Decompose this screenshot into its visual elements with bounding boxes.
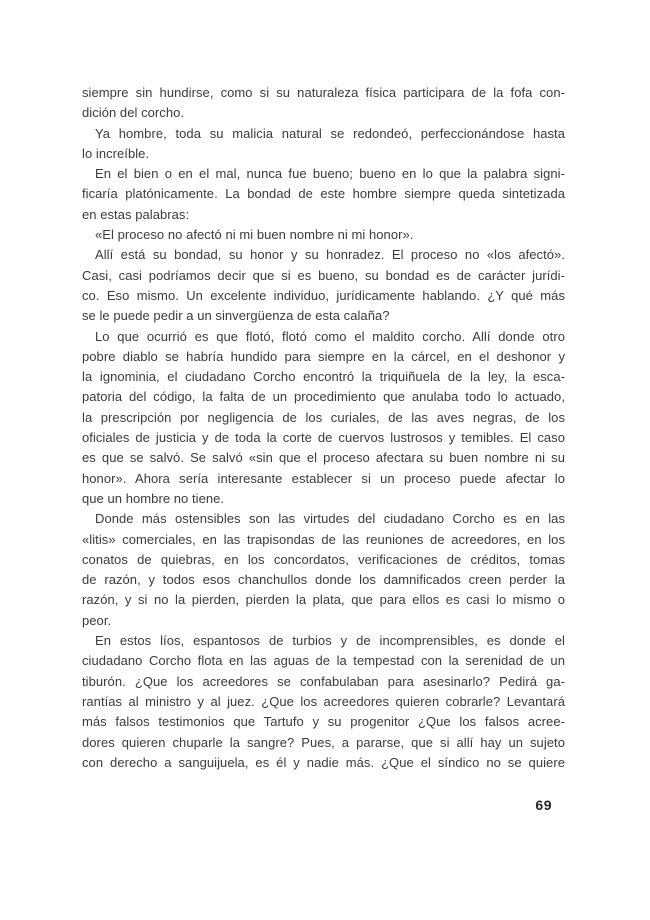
- text-line: «El proceso no afectó ni mi buen nombre ni mi honor».: [95, 227, 414, 243]
- text-line: la ignominia, el ciudadano Corcho encontró la triquiñuela de la ley, la esca-: [82, 369, 565, 385]
- text-line: peor.: [82, 612, 112, 628]
- text-line: En el bien o en el mal, nunca fue bueno; bueno en lo que la palabra signi-: [95, 166, 565, 182]
- paragraph-1: [82, 83, 565, 124]
- paragraph-4: [82, 225, 565, 245]
- text-line: dores quieren chuparle la sangre? Pues, a pararse, que si allí hay un sujeto: [82, 734, 565, 750]
- text-line: lo increíble.: [82, 145, 150, 161]
- text-line: patoria del código, la falta de un procedimiento que anulaba todo lo actuado,: [82, 389, 565, 405]
- paragraph-3: [82, 164, 565, 225]
- text-line: ciudadano Corcho flota en las aguas de la tempestad con la serenidad de un: [82, 653, 565, 669]
- paragraph-6: [82, 327, 565, 510]
- page-text-block: [82, 83, 565, 773]
- text-line: con derecho a sanguijuela, es él y nadie más. ¿Que el síndico no se quiere: [82, 754, 565, 770]
- text-line: Casi, casi podríamos decir que si es bueno, su bondad es de carácter jurídi-: [82, 267, 565, 283]
- paragraph-7: [82, 509, 565, 631]
- text-line: ficaría platónicamente. La bondad de este hombre siempre queda sintetizada: [82, 186, 565, 202]
- text-line: siempre sin hundirse, como si su naturaleza física participara de la fofa con-: [82, 85, 565, 100]
- text-line: razón, y si no la pierden, pierden la plata, que para ellos es casi lo mismo o: [82, 592, 565, 608]
- text-line: Lo que ocurrió es que flotó, flotó como el maldito corcho. Allí donde otro: [95, 328, 565, 344]
- paragraph-8: [82, 631, 565, 773]
- text-line: se le puede pedir a un sinvergüenza de esta calaña?: [82, 308, 390, 324]
- paragraph-5: [82, 245, 565, 326]
- text-line: «litis» comerciales, en las trapisondas de las reuniones de acreedores, en los: [82, 531, 565, 547]
- text-line: Ya hombre, toda su malicia natural se redondeó, perfeccionándose hasta: [95, 125, 565, 141]
- text-line: de razón, y todos esos chanchullos donde los damnificados creen perder la: [82, 572, 565, 588]
- text-line: dición del corcho.: [82, 105, 185, 121]
- text-line: la prescripción por negligencia de los curiales, de las aves negras, de los: [82, 409, 565, 425]
- text-line: más falsos testimonios que Tartufo y su progenitor ¿Que los falsos acree-: [82, 714, 565, 730]
- text-line: Donde más ostensibles son las virtudes del ciudadano Corcho es en las: [95, 511, 565, 527]
- text-line: pobre diablo se habría hundido para siempre en la cárcel, en el deshonor y: [82, 348, 565, 364]
- text-line: Allí está su bondad, su honor y su honradez. El proceso no «los afectó».: [95, 247, 565, 263]
- text-line: que un hombre no tiene.: [82, 490, 225, 506]
- text-line: en estas palabras:: [82, 206, 190, 222]
- paragraph-2: [82, 124, 565, 165]
- text-line: rantías al ministro y al juez. ¿Que los acreedores quieren cobrarle? Levantará: [82, 693, 565, 709]
- text-line: En estos líos, espantosos de turbios y de incomprensibles, es donde el: [95, 633, 565, 649]
- text-line: honor». Ahora sería interesante establecer si un proceso puede afectar lo: [82, 470, 565, 486]
- text-line: oficiales de justicia y de toda la corte de cuervos lustrosos y temibles. El caso: [82, 430, 565, 446]
- text-line: conatos de quiebras, en los concordatos, verificaciones de créditos, tomas: [82, 551, 565, 567]
- text-line: co. Eso mismo. Un excelente individuo, jurídicamente hablando. ¿Y qué más: [82, 287, 565, 303]
- text-line: tiburón. ¿Que los acreedores se confabulaban para asesinarlo? Pedirá ga-: [82, 673, 565, 689]
- page-number: 69: [535, 797, 552, 813]
- text-line: es que se salvó. Se salvó «sin que el proceso afectara su buen nombre ni su: [82, 450, 565, 466]
